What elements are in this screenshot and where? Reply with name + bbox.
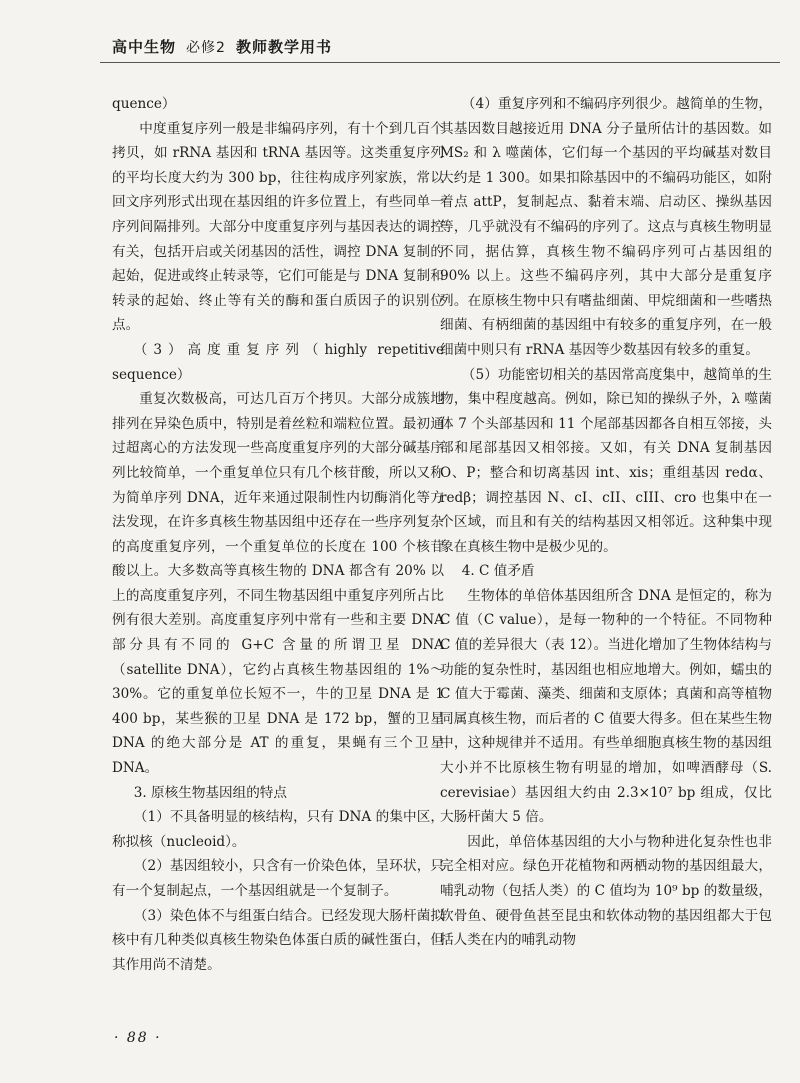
list-item-5: （5）功能密切相关的基因常高度集中，越简单的生物，集中程度越高。例如，除已知的操纵子外，λ 噬菌体 7 个头部基因和 11 个尾部基因都各自相互邻接，头部和尾部基因又相邻接。又如，有关 DNA 复制基因 O、P；整合和切离基因 int、xis；重组基因 redα、redβ；调控基因 N、cI、cII、cIII、cro 也集中在一个区域，而且和有关的结构基因又相邻近。这种集中现象在真核生物中是极少见的。 <box>440 366 772 555</box>
header-rule <box>100 62 780 63</box>
page-number: · 88 · <box>114 1030 162 1046</box>
list-item-4: （4）重复序列和不编码序列很少。越简单的生物，其基因数目越接近用 DNA 分子量所估计的基因数。如 MS₂ 和 λ 噬菌体，它们每一个基因的平均碱基对数目大约是 1 300。如果扣除基因中的不编码功能区，如附着点 attP，复制起点、黏着末端、启动区、操纵基因等，几乎就没有不编码的序列了。这点与真核生物明显不同，据估算，真核生物不编码序列可占基因组的 90% 以上。这些不编码序列，其中大部分是重复序列。在原核生物中只有嗜盐细菌、甲烷细菌和一些嗜热细菌、有柄细菌的基因组中有较多的重复序列，在一般细菌中则只有 rRNA 基因等少数基因有较多的重复。 <box>440 96 772 358</box>
book-subtitle: 教师教学用书 <box>235 38 332 56</box>
paragraph-genome-size: 因此，单倍体基因组的大小与物种进化复杂性也非完全相对应。绿色开花植物和两栖动物的基因组最大，哺乳动物（包括人类）的 C 值均为 10⁹ bp 的数量级，软骨鱼、硬骨鱼甚至昆虫和软体动物的基因组都大于包括人类在内的哺乳动物 <box>440 833 772 949</box>
list-item-1: （1）不具备明显的核结构，只有 DNA 的集中区，称拟核（nucleoid）。 <box>112 809 444 850</box>
section-heading-c-value: 4. C 值矛盾 <box>461 563 535 580</box>
running-header <box>112 36 332 57</box>
right-column <box>440 92 772 953</box>
left-column <box>112 92 444 977</box>
volume-label: 必修2 <box>186 40 226 56</box>
list-item-3: （3）染色体不与组蛋白结合。已经发现大肠杆菌拟核中有几种类似真核生物染色体蛋白质的碱性蛋白，但其作用尚不清楚。 <box>112 907 444 973</box>
paragraph-moderately-repetitive: 中度重复序列一般是非编码序列，有十个到几百个拷贝，如 rRNA 基因和 tRNA 基因等。这类重复序列的平均长度大约为 300 bp，往往构成序列家族，常以回文序列形式出现在基因组的许多位置上，有些同单一序列间隔排列。大部分中度重复序列与基因表达的调控有关，包括开启或关闭基因的活性，调控 DNA 复制的起始，促进或终止转录等，它们可能是与 DNA 复制和转录的起始、终止等有关的酶和蛋白质因子的识别位点。 <box>112 120 444 334</box>
paragraph-highly-repetitive: 重复次数极高，可达几百万个拷贝。大部分成簇地排列在异染色质中，特别是着丝粒和端粒位置。最初通过超离心的方法发现一些高度重复序列的大部分碱基序列比较简单，一个重复单位只有几个核苷酸，所以又称为简单序列 DNA，近年来通过限制性内切酶消化等方法发现，在许多真核生物基因组中还存在一些序列复杂的高度重复序列，一个重复单位的长度在 100 个核苷酸以上。大多数高等真核生物的 DNA 都含有 20% 以上的高度重复序列，不同生物基因组中重复序列所占比例有很大差别。高度重复序列中常有一些和主要 DNA 部分具有不同的 G+C 含量的所谓卫星 DNA（satellite DNA），它约占真核生物基因组的 1%～30%。它的重复单位长短不一，牛的卫星 DNA 是 1 400 bp，某些猴的卫星 DNA 是 172 bp，蟹的卫星 DNA 的绝大部分是 AT 的重复，果蝇有三个卫星 DNA。 <box>112 391 444 777</box>
list-item-2: （2）基因组较小，只含有一价染色体，呈环状，只有一个复制起点，一个基因组就是一个复制子。 <box>112 858 444 899</box>
section-heading-prokaryote-genome: 3. 原核生物基因组的特点 <box>133 784 287 801</box>
book-title: 高中生物 <box>112 38 177 56</box>
paragraph-c-value: 生物体的单倍体基因组所含 DNA 是恒定的，称为 C 值（C value），是每一物种的一个特征。不同物种 C 值的差异很大（表 12）。当进化增加了生物体结构与功能的复杂性时，基因组也相应地增大。例如，蠕虫的 C 值大于霉菌、藻类、细菌和支原体；真菌和高等植物同属真核生物，而后者的 C 值要大得多。但在某些生物中，这种规律并不适用。有些单细胞真核生物的基因组大小并不比原核生物有明显的增加，如啤酒酵母（S. cerevisiae）基因组大约由 2.3×10⁷ bp 组成，仅比大肠杆菌大 5 倍。 <box>440 587 772 826</box>
continued-fragment: quence） <box>112 96 176 112</box>
subheading-highly-repetitive: （3）高度重复序列（highly repetitive sequence） <box>112 341 444 383</box>
